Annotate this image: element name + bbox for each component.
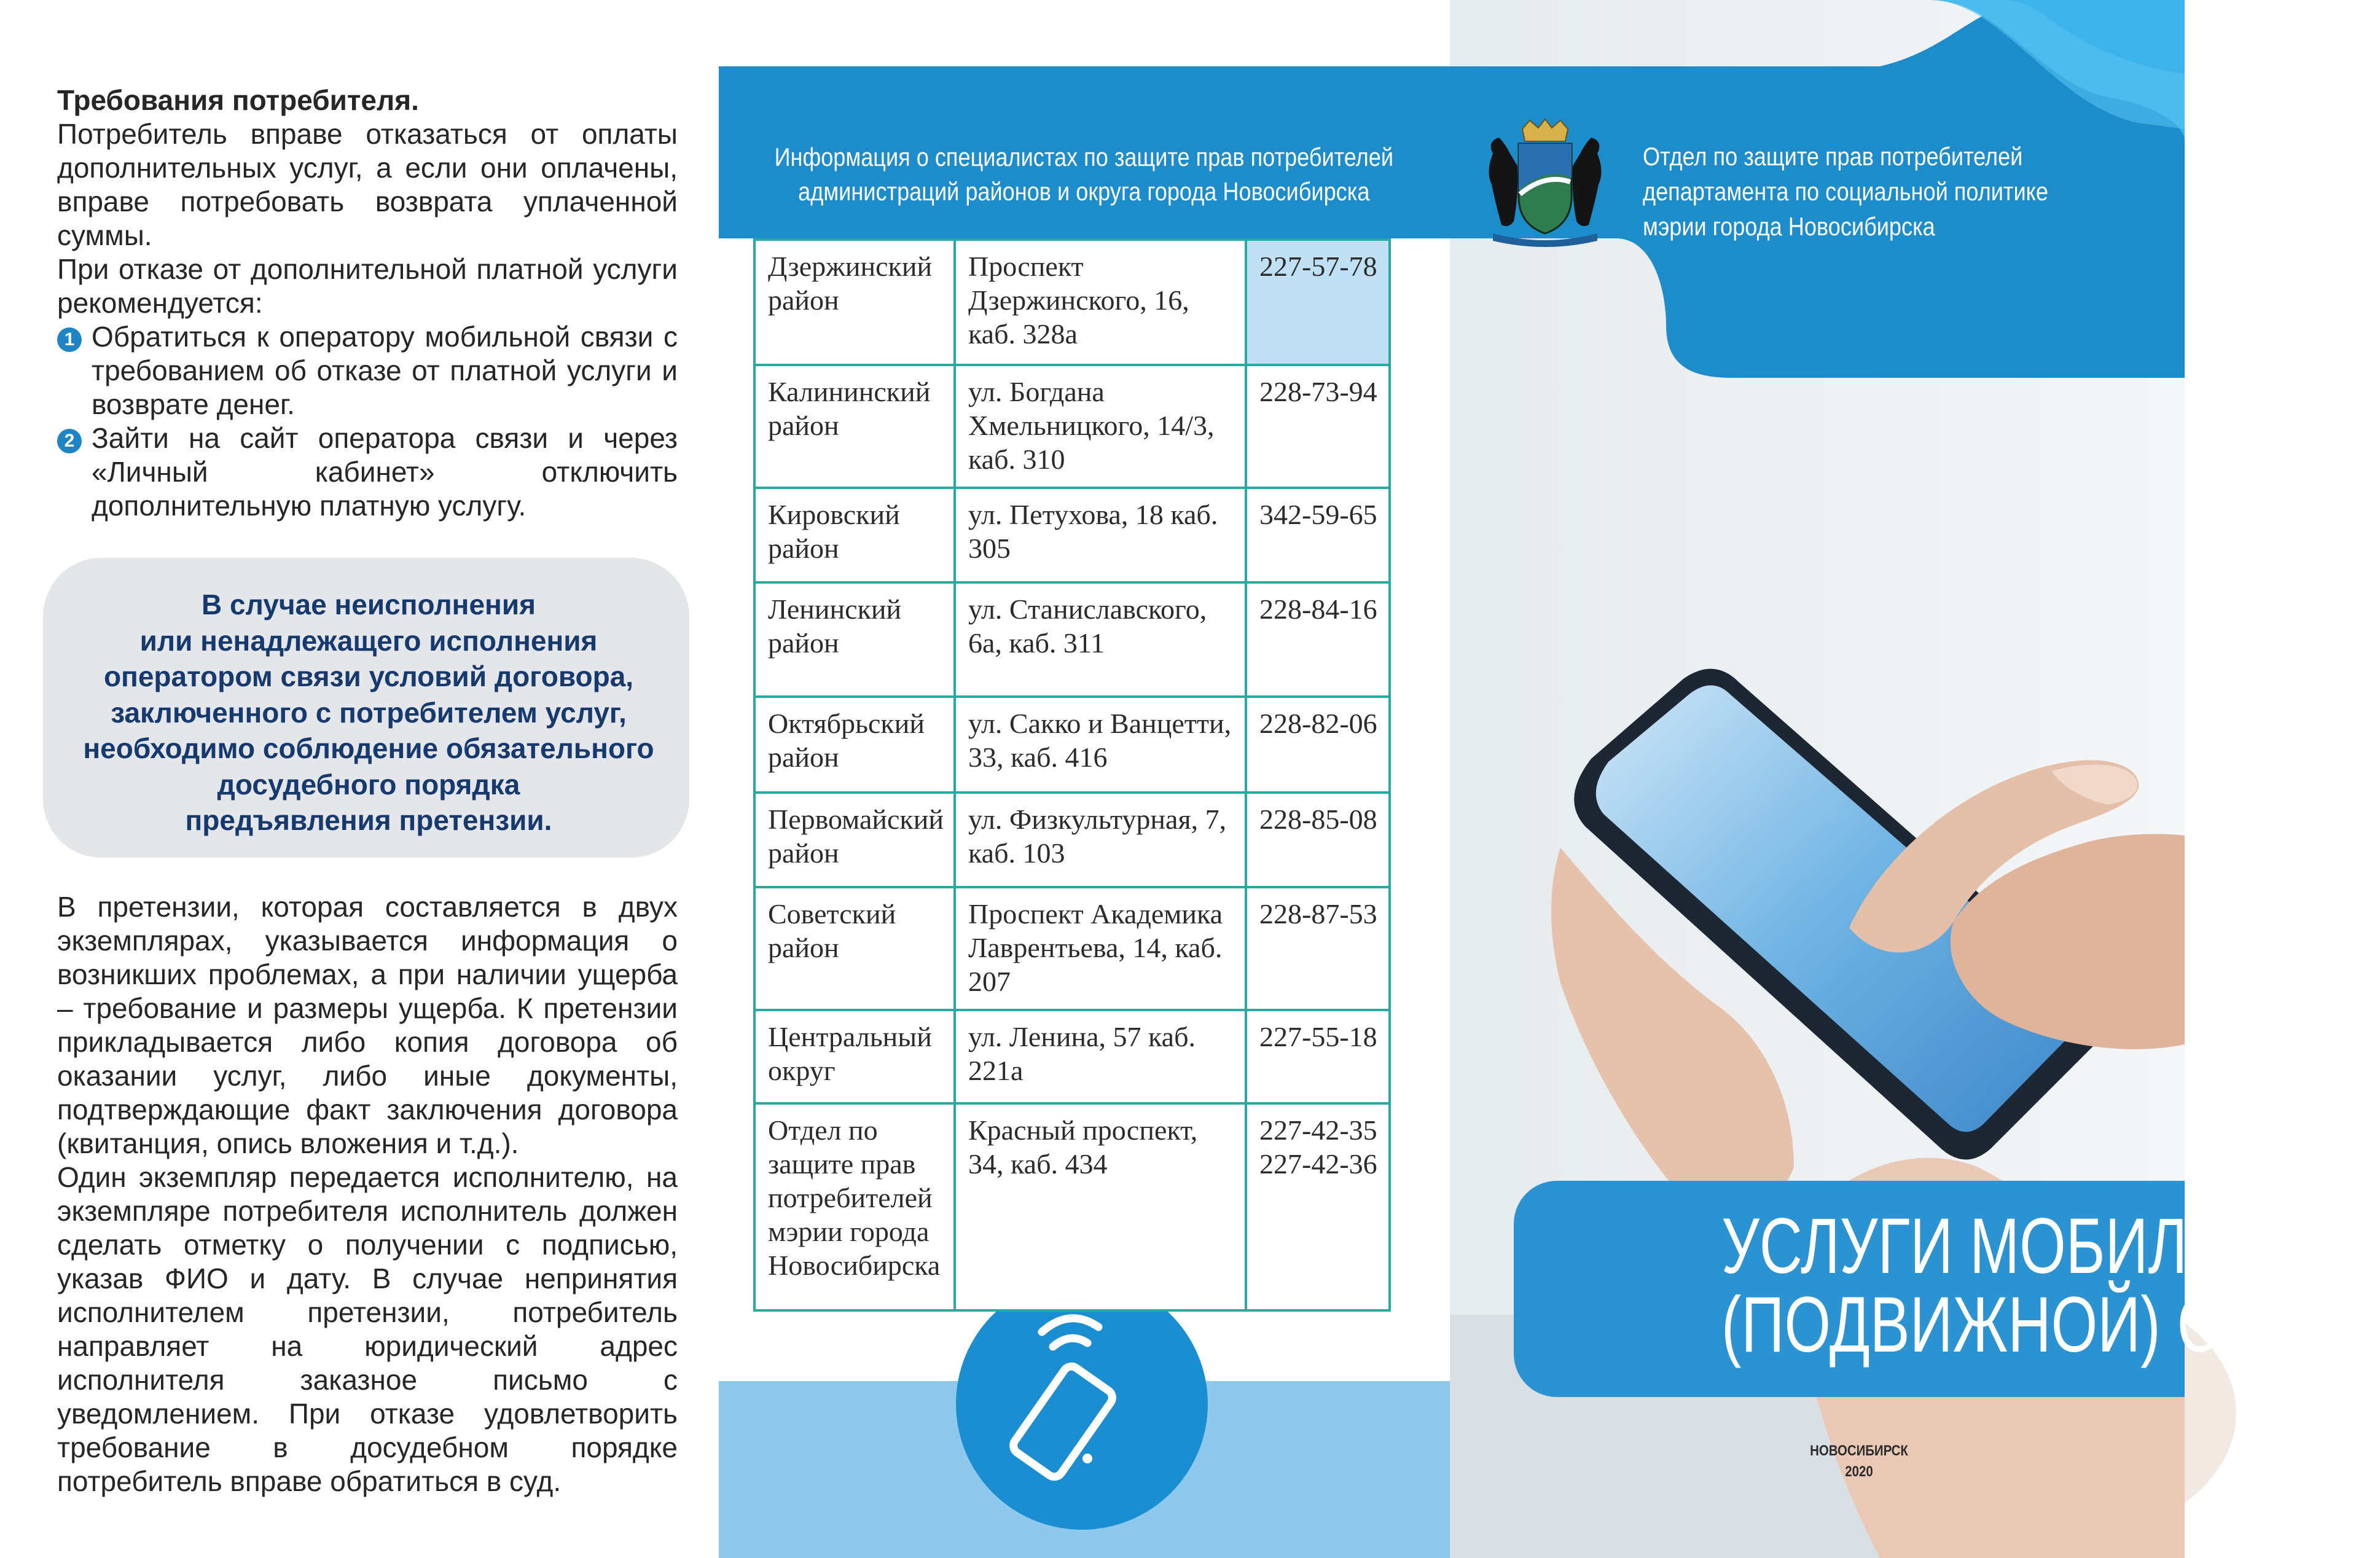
address-cell: ул. Станиславского, 6а, каб. 311 bbox=[955, 582, 1246, 697]
department-line: мэрии города Новосибирска bbox=[1643, 212, 1935, 241]
phone-cell: 228-73-94 bbox=[1246, 365, 1390, 488]
title-line: (ПОДВИЖНОЙ) СВЯЗИ bbox=[1721, 1281, 2380, 1369]
title-line: УСЛУГИ МОБИЛЬНОЙ bbox=[1721, 1202, 2360, 1290]
district-cell: Калининский район bbox=[754, 365, 955, 488]
claim-block bbox=[57, 890, 678, 1498]
table-row bbox=[754, 488, 1390, 582]
callout-line: необходимо соблюдение обязательного bbox=[83, 732, 654, 764]
contacts-header-line: Информация о специалистах по защите прав потребителей bbox=[774, 143, 1394, 171]
phone-cell: 227-55-18 bbox=[1246, 1010, 1390, 1103]
table-row bbox=[754, 793, 1390, 887]
address-cell: ул. Ленина, 57 каб. 221а bbox=[955, 1010, 1246, 1103]
step-number-badge: 2 bbox=[57, 429, 82, 453]
address-cell: Проспект Дзержинского, 16, каб. 328а bbox=[955, 240, 1246, 365]
coat-of-arms-icon bbox=[1474, 117, 1616, 249]
district-cell: Октябрьский район bbox=[754, 697, 955, 793]
table-row bbox=[754, 582, 1390, 697]
phone-cell: 227-57-78 bbox=[1246, 240, 1390, 365]
district-cell: Кировский район bbox=[754, 488, 955, 582]
requirements-block bbox=[57, 84, 678, 523]
address-cell: ул. Физкультурная, 7, каб. 103 bbox=[955, 793, 1246, 887]
left-panel bbox=[0, 0, 719, 1558]
city-name: НОВОСИБИРСК bbox=[1810, 1443, 1908, 1459]
department-name bbox=[1643, 139, 2048, 244]
phone-badge bbox=[956, 1278, 1208, 1530]
refusal-intro: При отказе от дополнительной платной услуги рекомендуется: bbox=[57, 253, 678, 319]
district-cell: Ленинский район bbox=[754, 582, 955, 697]
table-row bbox=[754, 887, 1390, 1010]
district-cell: Советский район bbox=[754, 887, 955, 1010]
table-row bbox=[754, 697, 1390, 793]
callout-line: В случае неисполнения bbox=[202, 589, 536, 620]
district-cell: Дзержинский район bbox=[754, 240, 955, 365]
publication-info bbox=[1807, 1441, 1911, 1482]
district-cell: Первомайский район bbox=[754, 793, 955, 887]
step-number-badge: 1 bbox=[57, 327, 82, 352]
table-row bbox=[754, 240, 1390, 365]
table-row bbox=[754, 365, 1390, 488]
claim-paragraph: Один экземпляр передается исполнителю, на экземпляре потребителя исполнитель должен сделать отметку о получении с подписью, указав ФИО и дату. В случае непринятия исполнителем претензии, потребитель направляет на юридический адрес исполнителя заказное письмо с уведомлением. При отказе удовлетворить требование в досудебном порядке потребитель вправе обратиться в суд. bbox=[57, 1161, 678, 1497]
table-row bbox=[754, 1103, 1390, 1310]
address-cell: Проспект Академика Лаврентьева, 14, каб. 207 bbox=[955, 887, 1246, 1010]
phone-line: 227-42-35 bbox=[1259, 1114, 1377, 1146]
contacts-table bbox=[753, 238, 1391, 1312]
page-title bbox=[1721, 1202, 2380, 1369]
phone-cell: 228-85-08 bbox=[1246, 793, 1390, 887]
callout-line: заключенного с потребителем услуг, bbox=[111, 696, 627, 729]
callout-line: досудебного порядка bbox=[217, 768, 520, 801]
department-line: Отдел по защите прав потребителей bbox=[1643, 142, 2023, 171]
callout-line: оператором связи условий договора, bbox=[103, 660, 634, 692]
address-cell: ул. Сакко и Ванцетти, 33, каб. 416 bbox=[955, 697, 1246, 793]
contacts-header-line: администраций районов и округа города Новосибирска bbox=[798, 177, 1370, 206]
phone-wireless-icon bbox=[956, 1278, 1208, 1530]
address-cell: ул. Богдана Хмельницкого, 14/3, каб. 310 bbox=[955, 365, 1246, 488]
step-text: Зайти на сайт оператора связи и через «Личный кабинет» отключить дополнительную платную услугу. bbox=[92, 422, 678, 522]
contacts-header-text bbox=[770, 140, 1398, 209]
requirements-heading: Требования потребителя. bbox=[57, 84, 419, 116]
requirements-text: Потребитель вправе отказаться от оплаты дополнительных услуг, а если они оплачены, вправе потребовать возврата уплаченной суммы. bbox=[57, 118, 678, 251]
callout-line: или ненадлежащего исполнения bbox=[139, 624, 598, 657]
address-cell: ул. Петухова, 18 каб. 305 bbox=[955, 488, 1246, 582]
phone-cell bbox=[1246, 1103, 1390, 1310]
district-cell: Центральный округ bbox=[754, 1010, 955, 1103]
step-item bbox=[57, 421, 678, 523]
phone-cell: 228-87-53 bbox=[1246, 887, 1390, 1010]
table-row bbox=[754, 1010, 1390, 1103]
phone-line: 227-42-36 bbox=[1259, 1148, 1377, 1180]
callout-text bbox=[74, 587, 664, 839]
phone-cell: 228-84-16 bbox=[1246, 582, 1390, 697]
claim-paragraph: В претензии, которая составляется в двух экземплярах, указывается информация о возникших проблемах, а при наличии ущерба – требование и размеры ущерба. К претензии прикладывается либо копия договора об оказании услуг, либо иные документы, подтверждающие факт заключения договора (квитанция, опись вложения и т.д.). bbox=[57, 891, 678, 1159]
phone-cell: 228-82-06 bbox=[1246, 697, 1390, 793]
step-text: Обратиться к оператору мобильной связи с требованием об отказе от платной услуги и возврате денег. bbox=[92, 321, 678, 420]
step-item bbox=[57, 320, 678, 421]
phone-cell: 342-59-65 bbox=[1246, 488, 1390, 582]
callout-line: предъявления претензии. bbox=[185, 804, 552, 836]
department-line: департамента по социальной политике bbox=[1643, 177, 2048, 206]
right-panel bbox=[1450, 0, 2380, 1558]
publication-year: 2020 bbox=[1845, 1463, 1873, 1480]
address-cell: Красный проспект, 34, каб. 434 bbox=[955, 1103, 1246, 1310]
district-cell: Отдел по защите прав потребителей мэрии города Новосибирска bbox=[754, 1103, 955, 1310]
